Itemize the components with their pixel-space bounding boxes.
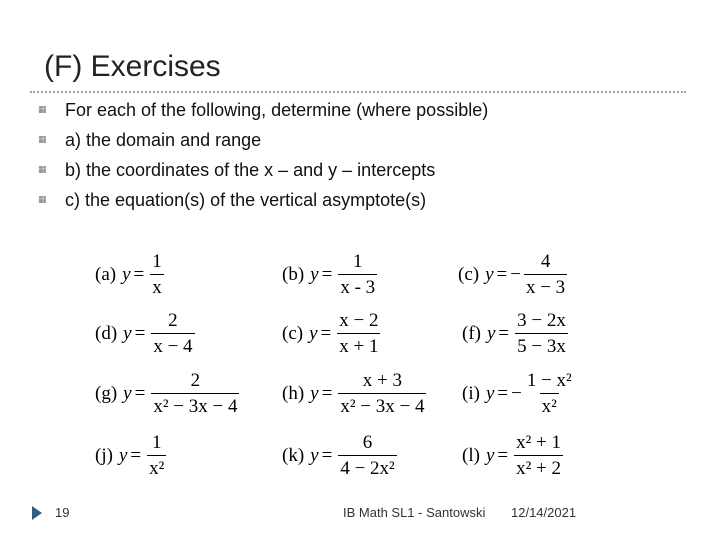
denominator: x² + 2 [514,455,563,480]
slide-title: (F) Exercises [44,50,221,83]
footer-triangle-icon [32,506,42,520]
numerator: x² + 1 [516,432,562,453]
equals-sign: = [496,264,508,285]
denominator: x [150,274,164,299]
footer-course: IB Math SL1 - Santowski [343,505,486,520]
exercise-label: (h) [282,383,305,404]
minus-sign: − [511,383,522,404]
y-variable: y [118,445,128,466]
exercise-b [282,251,377,299]
equals-sign: = [134,383,146,404]
equals-sign: = [320,323,332,344]
numerator: 3 − 2x [517,310,566,331]
exercise-g [95,370,239,418]
exercise-a [95,251,164,299]
equals-sign: = [133,264,145,285]
numerator: 4 [540,251,551,272]
minus-sign: − [510,264,521,285]
denominator: 4 − 2x² [338,455,396,480]
fraction [150,251,164,299]
y-variable: y [486,323,496,344]
equals-sign: = [321,264,333,285]
exercise-label: (d) [95,323,118,344]
numerator: 1 − x² [526,370,572,391]
page-number: 19 [55,505,70,520]
denominator: x² − 3x − 4 [151,393,239,418]
exercise-d [95,310,195,358]
y-variable: y [309,323,318,344]
denominator: x² [540,393,559,418]
fraction [338,251,377,299]
bullet-text: c) the equation(s) of the vertical asymptote(s) [65,190,427,210]
y-variable: y [485,445,495,466]
bullet-text: For each of the following, determine (where possible) [65,100,489,120]
bullet-text: b) the coordinates of the x – and y – intercepts [65,160,436,180]
exercise-label: (f) [462,323,481,344]
exercise-label: (b) [282,264,305,285]
title-divider [30,91,686,93]
numerator: 6 [362,432,373,453]
footer-date: 12/14/2021 [511,505,577,520]
square-bullet-icon: ▦ [38,135,47,145]
denominator: x − 4 [151,333,194,358]
denominator: 5 − 3x [515,333,568,358]
y-variable: y [123,383,132,404]
exercise-f [462,310,568,358]
equals-sign: = [497,445,509,466]
fraction [525,370,574,418]
fraction [338,370,426,418]
fraction [524,251,567,299]
y-variable: y [122,264,131,285]
bullet-text: a) the domain and range [65,130,262,150]
exercise-j [95,432,166,480]
exercise-h [282,370,426,418]
denominator: x² − 3x − 4 [338,393,426,418]
equals-sign: = [130,445,142,466]
equals-sign: = [498,323,510,344]
denominator: x − 3 [524,274,567,299]
y-variable: y [310,383,319,404]
exercise-label: (a) [95,264,117,285]
fraction [514,432,563,480]
exercise-k [282,432,397,480]
exercise-label: (j) [95,445,113,466]
fraction [515,310,568,358]
square-bullet-icon: ▦ [38,195,47,205]
exercise-label: (k) [282,445,305,466]
exercise-label: (c) [458,264,480,285]
fraction [147,432,166,480]
fraction [338,432,396,480]
exercise-l [462,432,563,480]
numerator: x − 2 [339,310,379,331]
numerator: 2 [190,370,201,391]
exercise-label: (l) [462,445,480,466]
fraction [151,370,239,418]
exercise-label: (i) [462,383,480,404]
numerator: 2 [168,310,178,331]
numerator: 1 [352,251,363,272]
square-bullet-icon: ▦ [38,165,47,175]
y-variable: y [485,264,494,285]
square-bullet-icon: ▦ [38,105,47,115]
numerator: 1 [152,251,162,272]
equals-sign: = [497,383,509,404]
equals-sign: = [321,445,333,466]
y-variable: y [485,383,495,404]
exercise-i [462,370,574,418]
numerator: 1 [151,432,162,453]
y-variable: y [310,445,319,466]
denominator: x + 1 [337,333,380,358]
y-variable: y [123,323,132,344]
exercise-e [282,310,380,358]
fraction [337,310,380,358]
exercise-label: (g) [95,383,118,404]
exercise-label: (c) [282,323,304,344]
exercise-c [458,251,567,299]
equals-sign: = [134,323,146,344]
denominator: x² [147,455,166,480]
y-variable: y [310,264,319,285]
denominator: x - 3 [338,274,377,299]
fraction [151,310,194,358]
numerator: x + 3 [362,370,402,391]
equals-sign: = [321,383,333,404]
